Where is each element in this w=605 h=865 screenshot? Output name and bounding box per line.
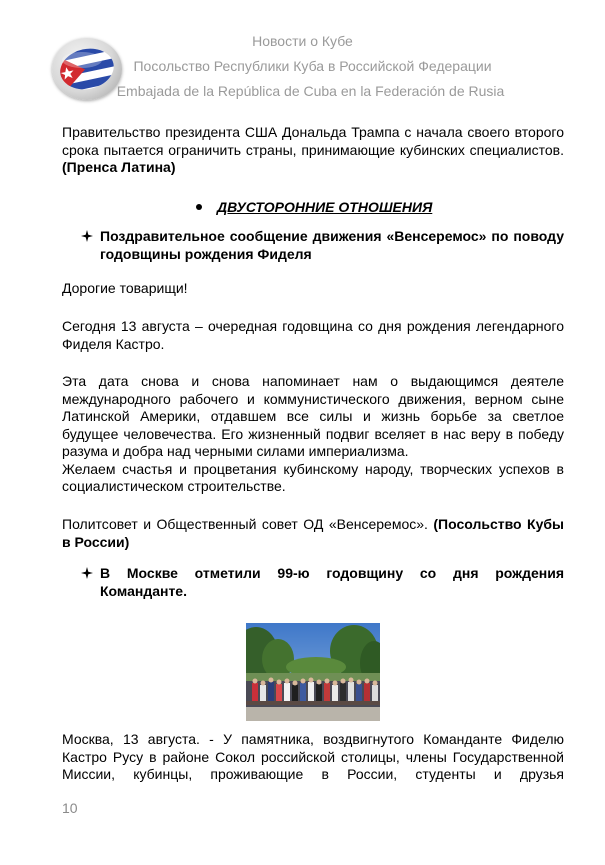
signature-text: Политсовет и Общественный совет ОД «Венсеремос». [62,516,434,532]
news-paragraph: Эта дата снова и снова напоминает нам о выдающимся деятеле международного рабочего и коммунистического движения, верном сыне Латинской Америки, отдавшем все силы и жизнь борьбе за светлое будущее человечества. Его жизненный подвиг вселяет в нас веру в победу разума и добра над черными силами империализма. [62,373,564,459]
header-title: Новости о Кубе [252,33,353,49]
diamond-bullet-icon [80,229,94,243]
news-paragraph [62,124,564,177]
paragraph-text: Правительство президента США Дональда Трампа с начала своего второго срока пытается ограничить страны, принимающие кубинских специалистов. [62,124,564,158]
news-headline: В Москве отметили 99-ю годовщину со дня рождения Команданте. [80,565,564,600]
signature-paragraph [62,516,564,551]
page-header [0,0,605,110]
header-embassy-ru: Посольство Республики Куба в Российской Федерации [133,58,492,74]
source-label: (Пренса Латина) [62,159,176,175]
section-heading: ДВУСТОРОННИЕ ОТНОШЕНИЯ [200,198,432,216]
diamond-bullet-icon [80,566,94,580]
news-paragraph: Москва, 13 августа. - У памятника, воздвигнутого Команданте Фиделю Кастро Русу в районе Сокол российской столицы, члены Государственной Миссии, кубинцы, проживающие в России, студенты и друзья [62,731,564,782]
bullet-dot-icon [196,204,202,210]
news-headline: Поздравительное сообщение движения «Венсеремос» по поводу годовщины рождения Фиделя [80,228,564,263]
page-number: 10 [62,800,78,816]
news-paragraph-group [62,373,564,496]
header-embassy-es: Embajada de la República de Cuba en la Federación de Rusia [116,83,505,99]
source-label: (Посольство Кубы в России) [62,516,564,550]
news-paragraph: Сегодня 13 августа – очередная годовщина со дня рождения легендарного Фиделя Кастро. [62,318,564,352]
greeting: Дорогие товарищи! [62,280,188,296]
news-paragraph: Желаем счастья и процветания кубинскому народу, творческих успехов в социалистическом строительстве. [62,460,564,494]
news-photo [246,623,380,721]
